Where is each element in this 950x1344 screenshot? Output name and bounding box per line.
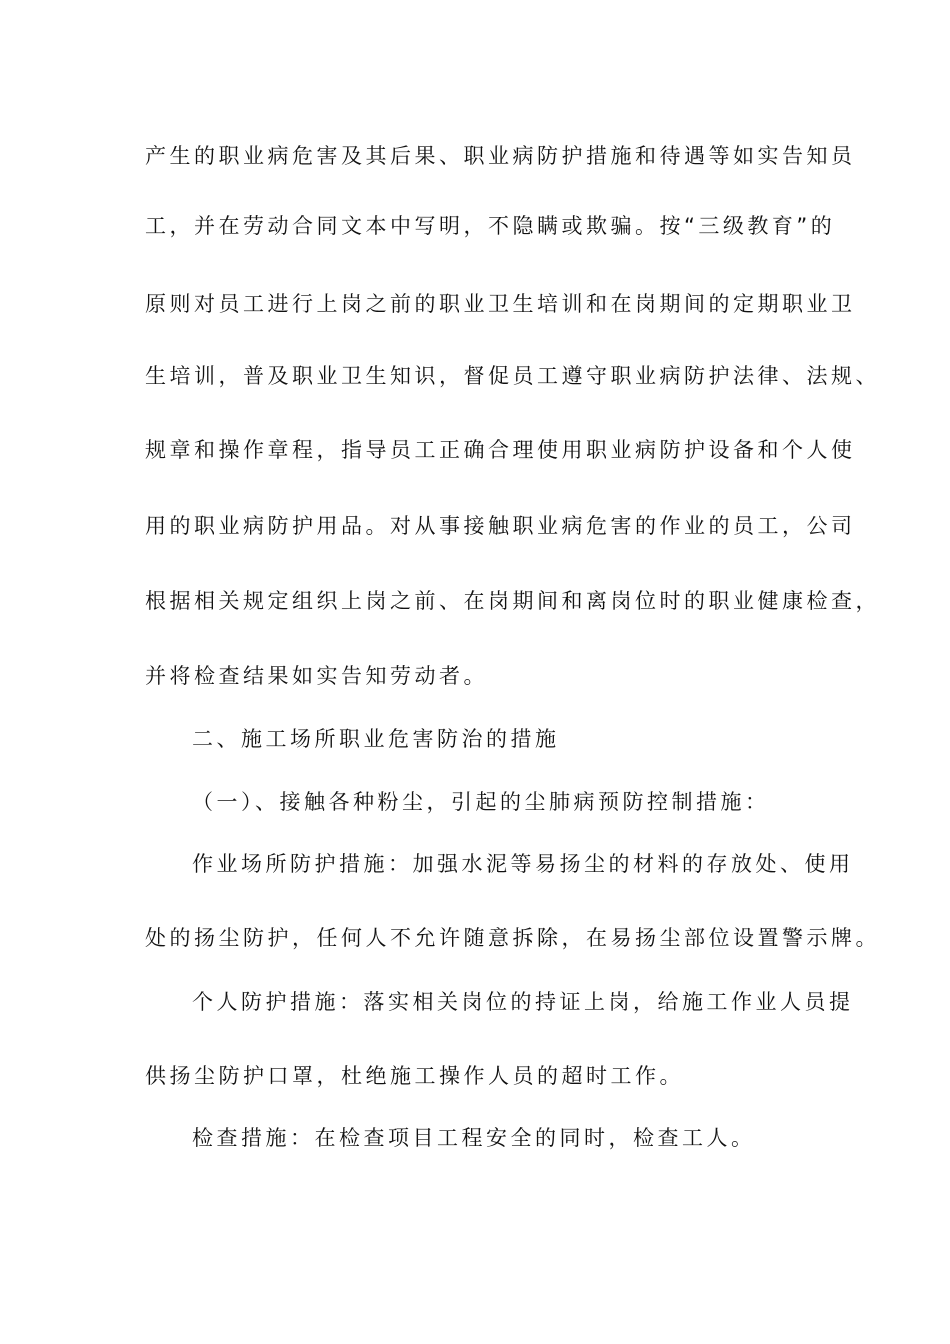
body-text-line: 根据相关规定组织上岗之前、在岗期间和离岗位时的职业健康检查， [145, 589, 880, 613]
body-text-line: 原则对员工进行上岗之前的职业卫生培训和在岗期间的定期职业卫 [145, 292, 856, 316]
body-text-line: 个人防护措施：落实相关岗位的持证上岗，给施工作业人员提 [192, 990, 854, 1014]
body-text-line: 并将检查结果如实告知劳动者。 [145, 664, 488, 688]
subsection-heading: （一）、接触各种粉尘，引起的尘肺病预防控制措施： [192, 790, 770, 814]
body-text-line: 工，并在劳动合同文本中写明，不隐瞒或欺骗。按“三级教育”的 [145, 214, 836, 238]
body-text-line: 生培训，普及职业卫生知识，督促员工遵守职业病防护法律、法规、 [145, 364, 880, 388]
body-text-line: 规章和操作章程，指导员工正确合理使用职业病防护设备和个人使 [145, 438, 856, 462]
body-text-line: 检查措施：在检查项目工程安全的同时，检查工人。 [192, 1126, 756, 1150]
body-text-line: 产生的职业病危害及其后果、职业病防护措施和待遇等如实告知员 [145, 144, 856, 168]
body-text-line: 供扬尘防护口罩，杜绝施工操作人员的超时工作。 [145, 1064, 684, 1088]
section-heading: 二、施工场所职业危害防治的措施 [192, 727, 560, 751]
body-text-line: 用的职业病防护用品。对从事接触职业病危害的作业的员工，公司 [145, 514, 856, 538]
body-text-line: 处的扬尘防护，任何人不允许随意拆除，在易扬尘部位设置警示牌。 [145, 926, 880, 950]
body-text-line: 作业场所防护措施：加强水泥等易扬尘的材料的存放处、使用 [192, 852, 854, 876]
